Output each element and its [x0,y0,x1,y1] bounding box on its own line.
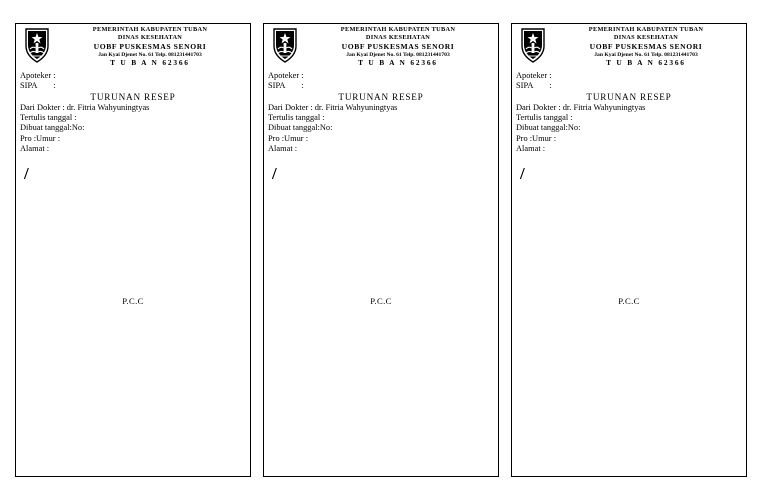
doctor-field: Dari Dokter : dr. Fitria Wahyuningtyas [20,103,150,112]
sipa-row [268,81,304,91]
letterhead-address: Jan Kyai Djenet No. 61 Telp. 081231441703 [594,51,698,58]
patient-age-field: Pro :Umur : [268,133,309,143]
pharmacist-identity [516,71,552,90]
letterhead [52,26,248,67]
letterhead-address: Jan Kyai Djenet No. 61 Telp. 081231441703 [98,51,202,58]
regency-emblem-icon [519,27,547,63]
doctor-field: Dari Dokter : dr. Fitria Wahyuningtyas [516,103,646,112]
address-field: Alamat : [516,143,546,153]
written-date-field: Tertulis tanggal : [20,113,77,123]
pcc-label: P.C.C [618,296,640,306]
sipa-label: SIPA [268,80,286,90]
letterhead-city: T U B A N 62366 [110,58,190,68]
patient-age-field: Pro :Umur : [20,133,61,143]
sipa-colon: : [301,80,304,90]
letterhead [300,26,496,67]
letterhead-agency: DINAS KESEHATAN [365,34,431,42]
pharmacist-identity [20,71,56,90]
prescription-fields [516,103,645,154]
sipa-label: SIPA [516,80,534,90]
letterhead-government: PEMERINTAH KABUPATEN TUBAN [92,26,208,33]
apoteker-label: Apoteker : [516,71,552,80]
regency-emblem-icon [23,27,51,63]
pcc-label: P.C.C [370,296,392,306]
doctor-field: Dari Dokter : dr. Fitria Wahyuningtyas [268,103,398,112]
letterhead-government: PEMERINTAH KABUPATEN TUBAN [588,26,704,33]
written-date-field: Tertulis tanggal : [268,113,325,123]
address-field: Alamat : [268,143,298,153]
letterhead-clinic: UOBF PUSKESMAS SENORI [341,41,455,51]
prescription-copy-sheet [15,23,251,477]
document-title: TURUNAN RESEP [90,92,176,102]
apoteker-label: Apoteker : [268,71,304,80]
prescription-fields [268,103,397,154]
prescription-fields [20,103,149,154]
recipe-mark: / [520,164,525,183]
letterhead-city: T U B A N 62366 [358,58,438,68]
patient-age-field: Pro :Umur : [516,133,557,143]
letterhead [548,26,744,67]
sipa-label: SIPA [20,80,38,90]
pharmacist-identity [268,71,304,90]
made-date-field: Dibuat tanggal:No: [20,123,85,133]
apoteker-label: Apoteker : [20,71,56,80]
prescription-copy-sheet [263,23,499,477]
regency-emblem-icon [271,27,299,63]
letterhead-clinic: UOBF PUSKESMAS SENORI [589,41,703,51]
address-field: Alamat : [20,143,50,153]
sipa-colon: : [549,80,552,90]
letterhead-address: Jan Kyai Djenet No. 61 Telp. 081231441703 [346,51,450,58]
recipe-mark: / [24,164,29,183]
sipa-row [516,81,552,91]
letterhead-agency: DINAS KESEHATAN [117,34,183,42]
made-date-field: Dibuat tanggal:No: [268,123,333,133]
document-title: TURUNAN RESEP [586,92,672,102]
document-title: TURUNAN RESEP [338,92,424,102]
letterhead-city: T U B A N 62366 [606,58,686,68]
sipa-row [20,81,56,91]
pcc-label: P.C.C [122,296,144,306]
letterhead-government: PEMERINTAH KABUPATEN TUBAN [340,26,456,33]
prescription-copy-sheet [511,23,747,477]
made-date-field: Dibuat tanggal:No: [516,123,581,133]
letterhead-clinic: UOBF PUSKESMAS SENORI [93,41,207,51]
recipe-mark: / [272,164,277,183]
letterhead-agency: DINAS KESEHATAN [613,34,679,42]
written-date-field: Tertulis tanggal : [516,113,573,123]
sipa-colon: : [53,80,56,90]
